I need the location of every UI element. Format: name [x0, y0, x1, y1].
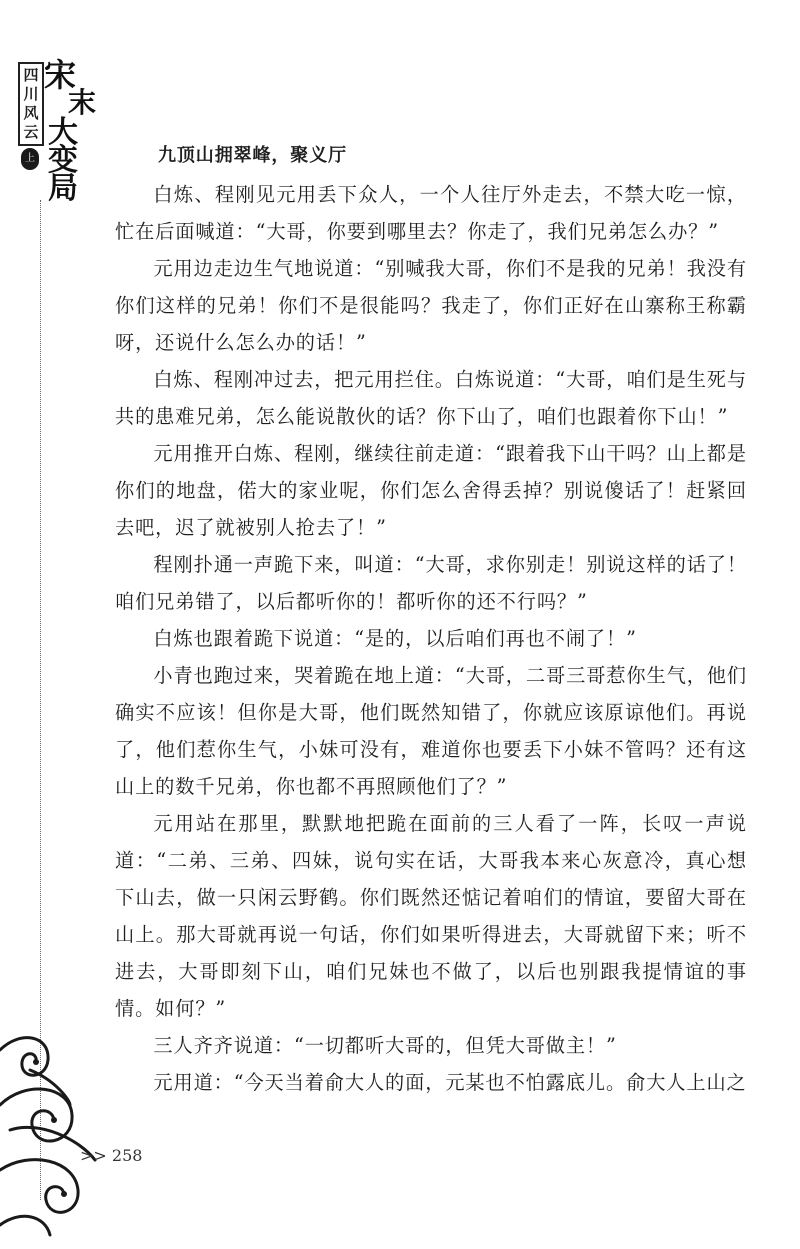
book-title-char: 大 — [48, 115, 78, 150]
paragraph: 白炼、程刚冲过去，把元用拦住。白炼说道：“大哥，咱们是生死与共的患难兄弟，怎么能说散伙的话？你下山了，咱们也跟着你下山！” — [115, 368, 747, 428]
book-title-char: 局 — [48, 171, 78, 206]
volume-badge: 上 — [21, 148, 39, 170]
book-title-char: 变 — [48, 143, 78, 178]
section-heading: 九顶山拥翠峰，聚义厅 — [158, 145, 347, 166]
paragraph: 元用推开白炼、程刚，继续往前走道：“跟着我下山干吗？山上都是你们的地盘，偌大的家业呢，你们怎么舍得丢掉？别说傻话了！赶紧回去吧，迟了就被别人抢去了！” — [115, 442, 747, 539]
paragraph: 三人齐齐说道：“一切都听大哥的，但凭大哥做主！” — [153, 1034, 617, 1057]
paragraph: 程刚扑通一声跪下来，叫道：“大哥，求你别走！别说这样的话了！咱们兄弟错了，以后都听你的！都听你的还不行吗？” — [115, 553, 747, 613]
series-label-char: 云 — [23, 123, 39, 141]
paragraph: 元用站在那里，默默地把跪在面前的三人看了一阵，长叹一声说道：“二弟、三弟、四妹，说句实在话，大哥我本来心灰意冷，真心想下山去，做一只闲云野鹤。你们既然还惦记着咱们的情谊，要留大哥在山上。那大哥就再说一句话，你们如果听得进去，大哥就留下来；听不进去，大哥即刻下山，咱们兄妹也不做了，以后也别跟我提情谊的事情。如何？” — [115, 812, 747, 1020]
book-title-char: 宋 — [44, 56, 77, 94]
paragraph: 白炼也跟着跪下说道：“是的，以后咱们再也不闹了！” — [153, 627, 637, 650]
paragraph: 元用边走边生气地说道：“别喊我大哥，你们不是我的兄弟！我没有你们这样的兄弟！你们不是很能吗？我走了，你们正好在山寨称王称霸呀，还说什么怎么办的话！” — [115, 257, 747, 354]
paragraph: 白炼、程刚见元用丢下众人，一个人往厅外走去，不禁大吃一惊，忙在后面喊道：“大哥，你要到哪里去？你走了，我们兄弟怎么办？” — [115, 183, 747, 243]
cloud-ornament-icon — [0, 1010, 120, 1249]
paragraph: 小青也跑过来，哭着跪在地上道：“大哥，二哥三哥惹你生气，他们确实不应该！但你是大哥，他们既然知错了，你就应该原谅他们。再说了，他们惹你生气，小妹可没有，难道你也要丢下小妹不管吗？还有这山上的数千兄弟，你也都不再照顾他们了？” — [115, 664, 747, 798]
series-label-char: 川 — [23, 85, 39, 103]
series-label — [18, 62, 44, 146]
book-title — [44, 56, 100, 206]
book-title-char: 末 — [68, 86, 97, 119]
series-label-char: 风 — [23, 104, 39, 122]
page-number: >> 258 — [80, 1146, 143, 1165]
paragraph: 元用道：“今天当着俞大人的面，元某也不怕露底儿。俞大人上山之 — [153, 1071, 747, 1094]
main-text — [115, 140, 747, 1101]
series-label-char: 四 — [23, 66, 39, 84]
